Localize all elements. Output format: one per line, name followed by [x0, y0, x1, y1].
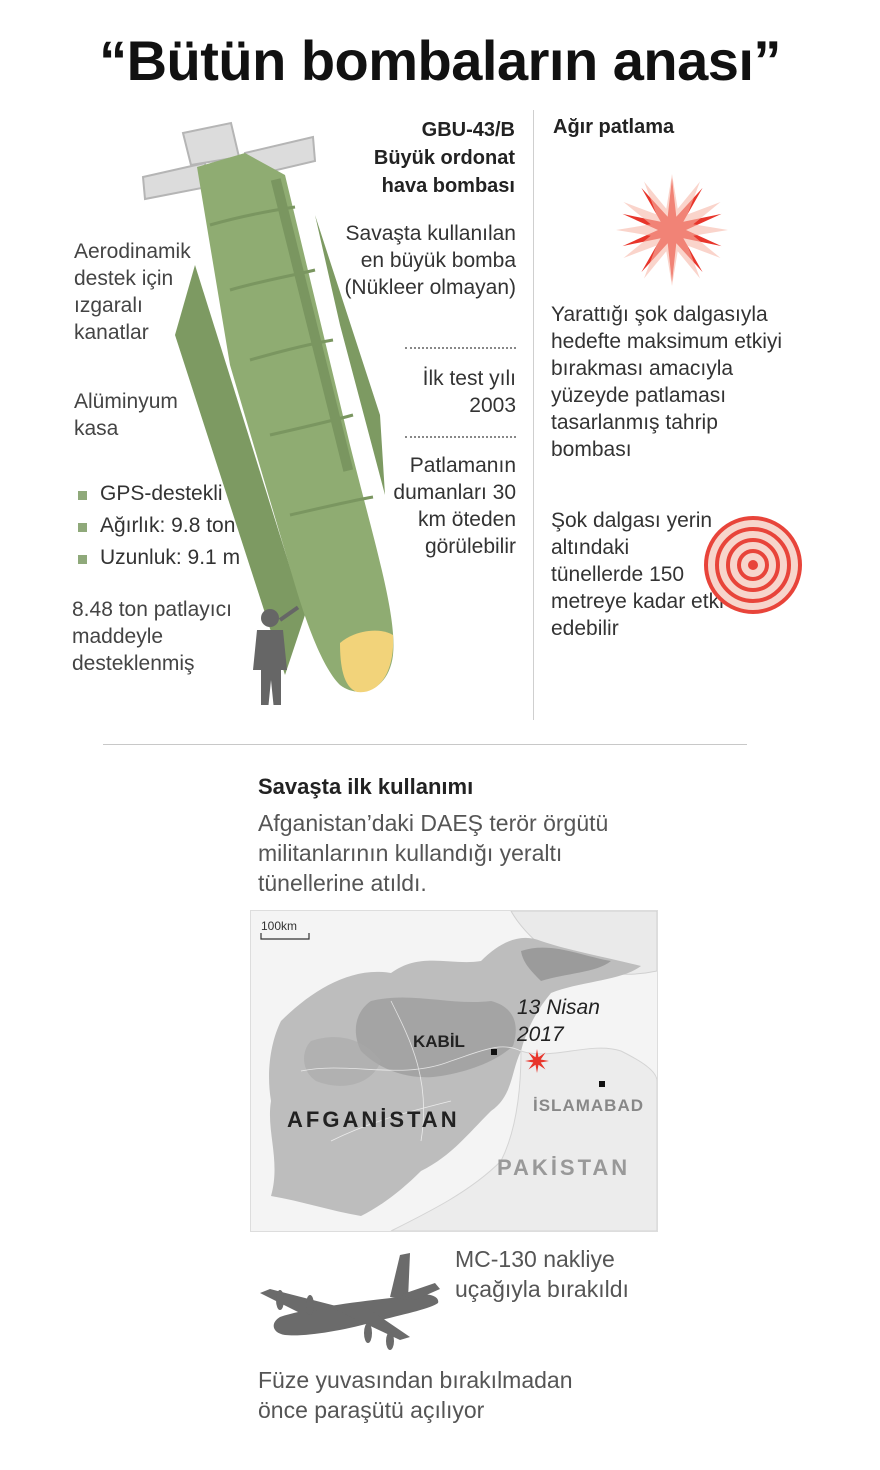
first-use-text: Afganistan’daki DAEŞ terör örgütü militanlarının kullandığı yeraltı tünellerine atıldı.: [258, 810, 609, 896]
strike-date-1: 13 Nisan: [517, 996, 600, 1019]
section-divider: [103, 744, 747, 745]
page-title: “Bütün bombaların anası”: [99, 29, 781, 92]
divider-dots: [405, 436, 516, 438]
shockwave-description: Şok dalgası yerin altındaki tünellerde 150 metreye kadar etki edebilir: [551, 509, 724, 640]
feature-weight: Ağırlık: 9.8 ton: [74, 510, 240, 542]
strike-date-2: 2017: [517, 1023, 564, 1046]
feature-gps: GPS-destekli: [74, 478, 240, 510]
explosive-label: 8.48 ton patlayıcı maddeyle desteklenmiş: [72, 598, 232, 675]
map-svg: [251, 911, 657, 1231]
bomb-model: GBU-43/B: [421, 119, 515, 141]
bomb-name: [330, 116, 515, 200]
aircraft-text: MC-130 nakliye uçağıyla bırakıldı: [455, 1246, 629, 1302]
column-divider: [533, 110, 534, 720]
feature-list: [74, 478, 240, 574]
scale-label: 100km: [261, 919, 298, 933]
bomb-type-2: hava bombası: [381, 175, 515, 197]
afghanistan-label: AFGANİSTAN: [287, 1107, 460, 1132]
blast-heading: Ağır patlama: [553, 116, 675, 138]
blast-description: Yarattığı şok dalgasıyla hedefte maksimum etkiyi bırakması amacıyla yüzeyde patlaması tasarlanmış tahrip bombası: [551, 303, 783, 461]
pakistan-label: PAKİSTAN: [497, 1155, 631, 1180]
divider-dots: [405, 347, 516, 349]
casing-label: Alüminyum kasa: [74, 390, 178, 440]
fact-largest: Savaşta kullanılan en büyük bomba (Nükleer olmayan): [344, 222, 516, 299]
fact-first-test: İlk test yılı 2003: [422, 367, 516, 417]
fact-smoke: Patlamanın dumanları 30 km öteden görülebilir: [393, 454, 516, 558]
feature-length: Uzunluk: 9.1 m: [74, 542, 240, 574]
parachute-text: Füze yuvasından bırakılmadan önce paraşütü açılıyor: [258, 1367, 573, 1423]
strike-marker: [525, 1049, 549, 1073]
map: [250, 910, 658, 1232]
explosion-icon: [612, 170, 732, 290]
first-use-heading: Savaşta ilk kullanımı: [258, 774, 474, 799]
kabul-marker: [491, 1049, 497, 1055]
bomb-tip: [340, 631, 393, 693]
islamabad-marker: [599, 1081, 605, 1087]
kabul-label: KABİL: [413, 1032, 465, 1051]
shockwave-icon: [703, 515, 803, 615]
islamabad-label: İSLAMABAD: [533, 1096, 644, 1115]
fins-label: Aerodinamik destek için ızgaralı kanatlar: [74, 240, 191, 344]
aircraft-silhouette: [250, 1245, 445, 1350]
bomb-type-1: Büyük ordonat: [373, 147, 515, 169]
